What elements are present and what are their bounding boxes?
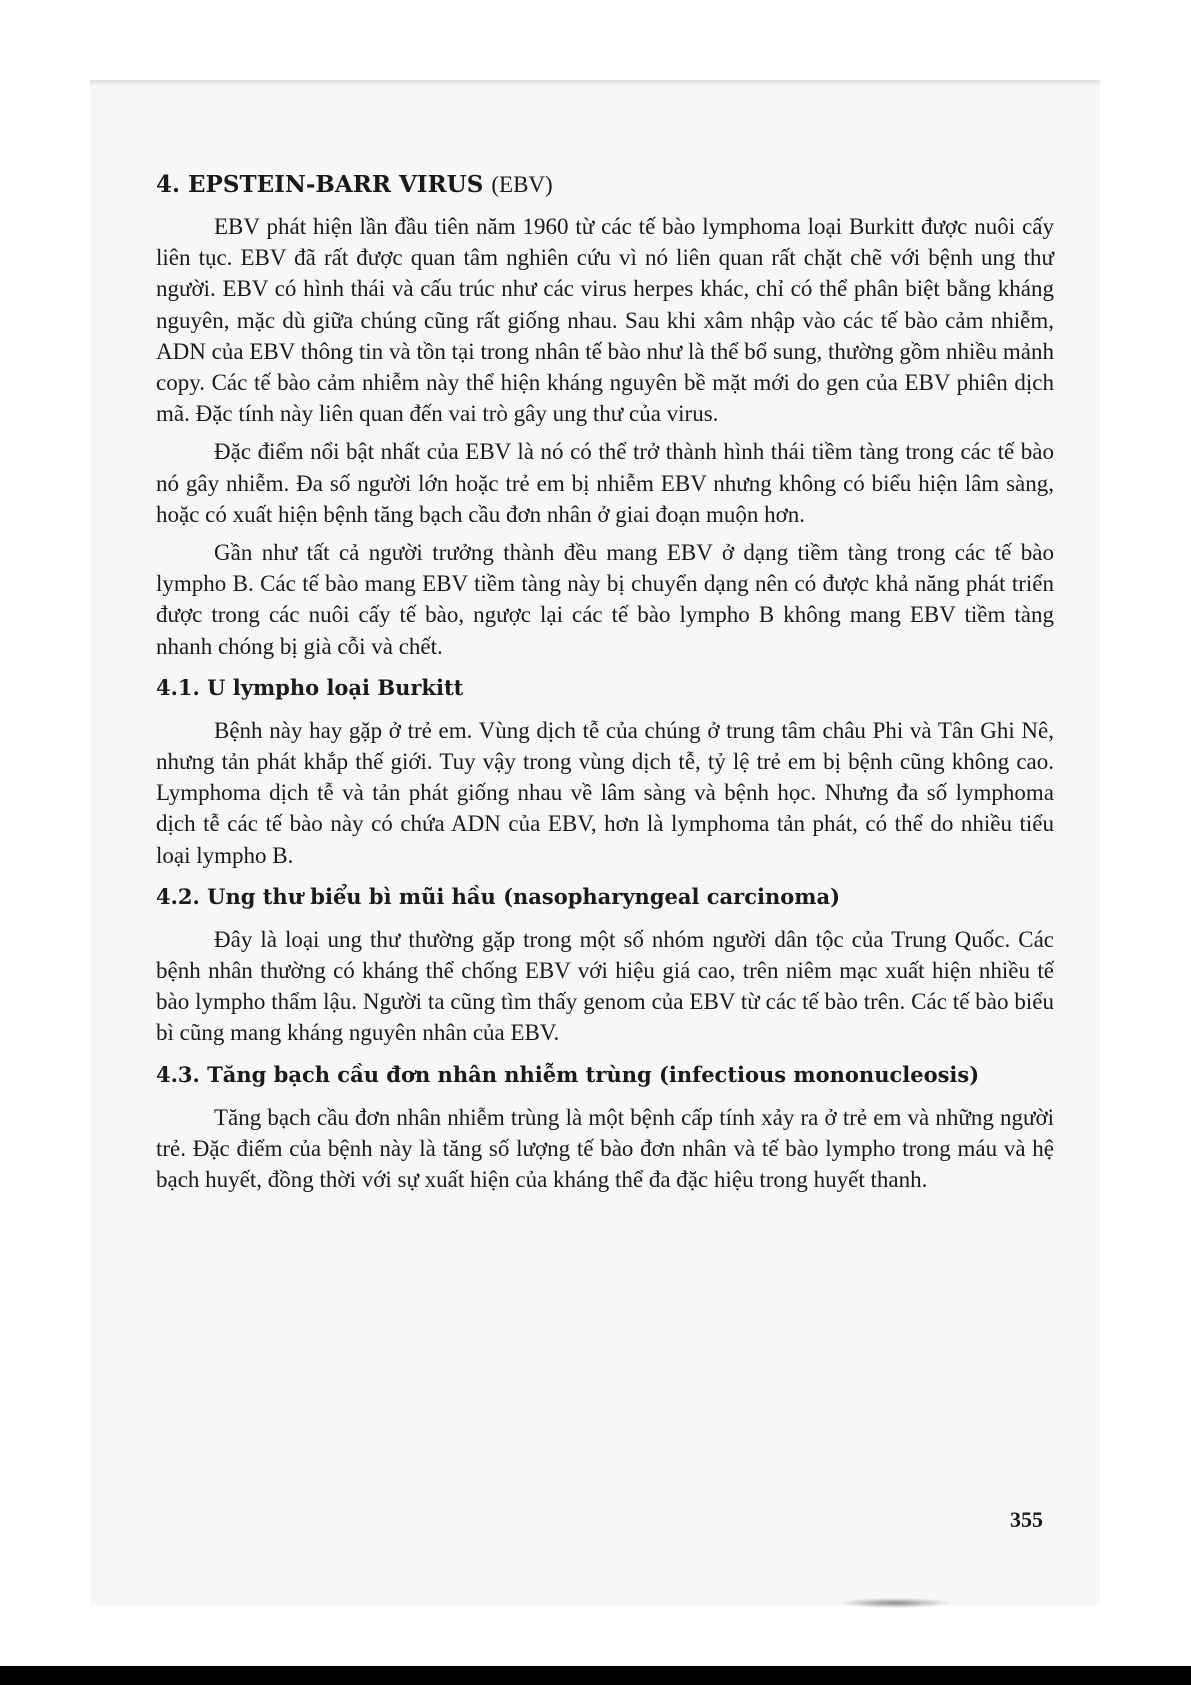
paragraph-ebv-b-cells: Gần như tất cả người trưởng thành đều mang EBV ở dạng tiềm tàng trong các tế bào lympho B. Các tế bào mang EBV tiềm tàng này bị chuyển dạng nên có được khả năng phát triển được trong các nuôi cấy tế bào, ngược lại các tế bào lympho B không mang EBV tiềm tàng nhanh chóng bị già cỗi và chết. — [156, 540, 1054, 659]
subsection-body-mononucleosis: Tăng bạch cầu đơn nhân nhiễm trùng là một bệnh cấp tính xảy ra ở trẻ em và những người trẻ. Đặc điểm của bệnh này là tăng số lượng tế bào đơn nhân và tế bào lympho trong máu và hệ bạch huyết, đồng thời với sự xuất hiện của kháng thể đa đặc hiệu trong huyết thanh. — [156, 1104, 1054, 1193]
section-title-abbreviation: (EBV) — [491, 172, 553, 197]
section-title-main: 4. EPSTEIN-BARR VIRUS — [156, 171, 484, 198]
page-number: 355 — [1010, 1507, 1043, 1532]
scan-smudge — [840, 1598, 950, 1608]
subsection-heading-mononucleosis: 4.3. Tăng bạch cầu đơn nhân nhiễm trùng (infectious mononucleosis) — [156, 1061, 980, 1087]
paragraph-ebv-discovery: EBV phát hiện lần đầu tiên năm 1960 từ các tế bào lymphoma loại Burkitt được nuôi cấy liên tục. EBV đã rất được quan tâm nghiên cứu vì nó liên quan rất chặt chẽ với bệnh ung thư người. EBV có hình thái và cấu trúc như các virus herpes khác, chỉ có thể phân biệt bằng kháng nguyên, mặc dù giữa chúng cũng rất giống nhau. Sau khi xâm nhập vào các tế bào cảm nhiễm, ADN của EBV thông tin và tồn tại trong nhân tế bào như là thể bổ sung, thường gồm nhiều mảnh copy. Các tế bào cảm nhiễm này thể hiện kháng nguyên bề mặt mới do gen của EBV phiên dịch mã. Đặc tính này liên quan đến vai trò gây ung thư của virus. — [156, 214, 1054, 427]
subsection-heading-nasopharyngeal: 4.2. Ung thư biểu bì mũi hầu (nasopharyngeal carcinoma) — [156, 883, 841, 909]
subsection-body-nasopharyngeal: Đây là loại ung thư thường gặp trong một số nhóm người dân tộc của Trung Quốc. Các bệnh nhân thường có kháng thể chống EBV với hiệu giá cao, trên niêm mạc xuất hiện nhiều tế bào lympho thẩm lậu. Người ta cũng tìm thấy genom của EBV từ các tế bào trên. Các tế bào biểu bì cũng mang kháng nguyên nhân của EBV. — [156, 926, 1054, 1046]
scan-edge-shadow — [90, 80, 1100, 86]
subsection-heading-burkitt: 4.1. U lympho loại Burkitt — [156, 674, 464, 700]
paragraph-ebv-latency: Đặc điểm nổi bật nhất của EBV là nó có thể trở thành hình thái tiềm tàng trong các tế bào nó gây nhiễm. Đa số người lớn hoặc trẻ em bị nhiễm EBV nhưng không có biểu hiện lâm sàng, hoặc có xuất hiện bệnh tăng bạch cầu đơn nhân ở giai đoạn muộn hơn. — [156, 439, 1054, 527]
page-content — [156, 170, 1054, 1202]
scan-bottom-border — [0, 1666, 1191, 1685]
subsection-body-burkitt: Bệnh này hay gặp ở trẻ em. Vùng dịch tễ của chúng ở trung tâm châu Phi và Tân Ghi Nê, nhưng tản phát khắp thế giới. Tuy vậy trong vùng dịch tễ, tỷ lệ trẻ em bị bệnh cũng không cao. Lymphoma dịch tễ và tản phát giống nhau về lâm sàng và bệnh học. Nhưng đa số lymphoma dịch tễ các tế bào này có chứa ADN của EBV, hơn là lymphoma tản phát, có thể do nhiều tiểu loại lympho B. — [156, 717, 1054, 868]
section-title — [156, 170, 1054, 200]
